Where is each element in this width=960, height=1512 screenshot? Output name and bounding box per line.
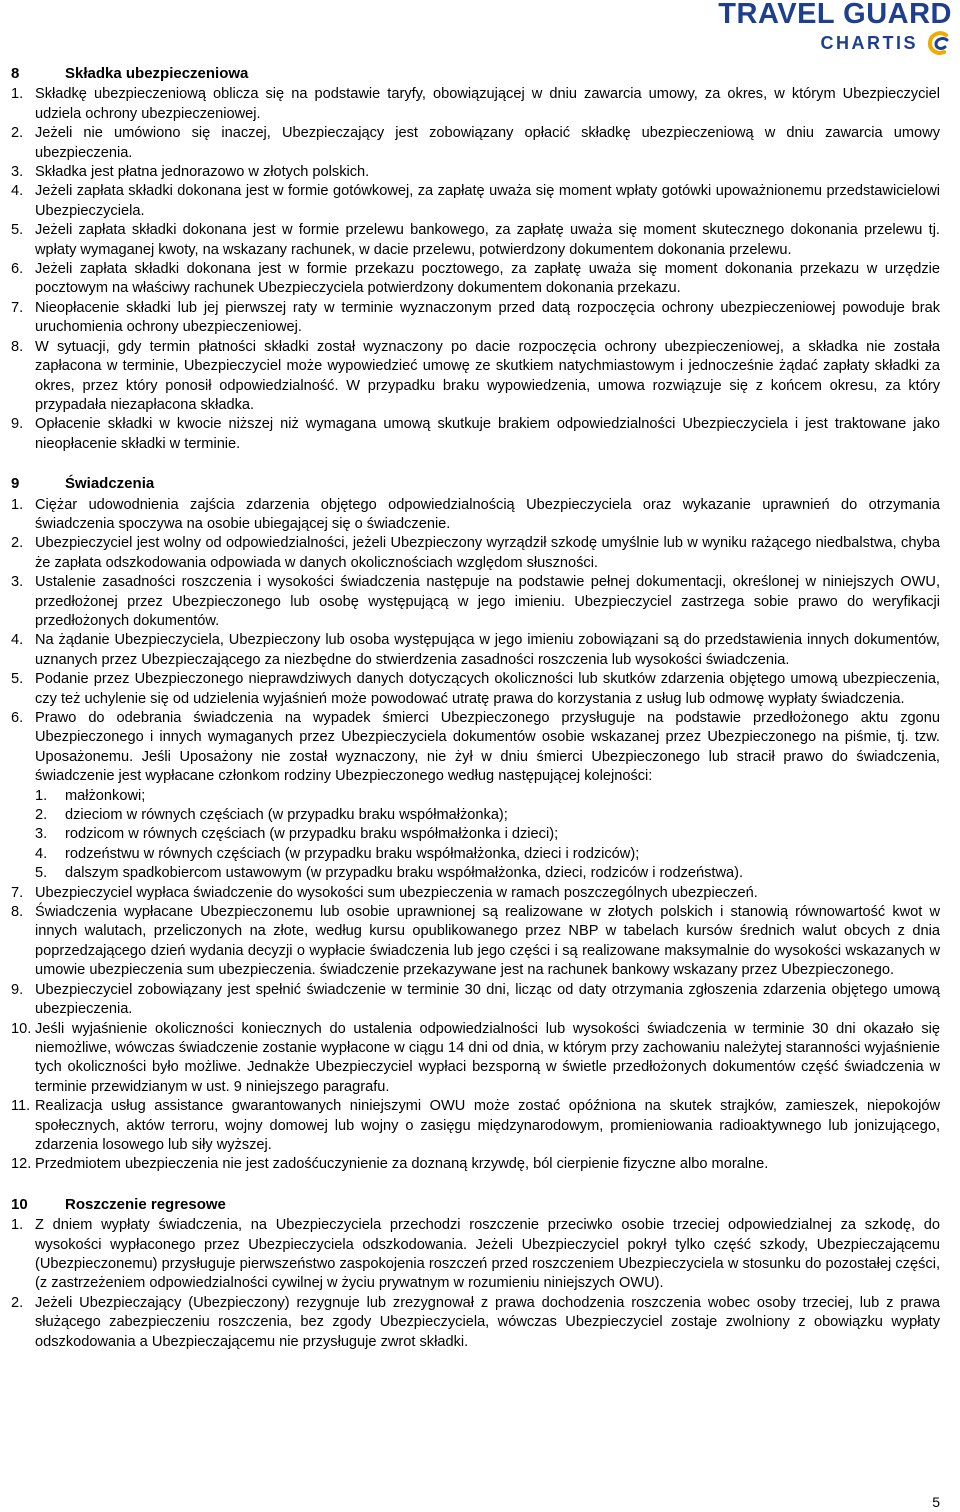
section-gap [11,1175,940,1195]
item-text: Świadczenia wypłacane Ubezpieczonemu lub osobie uprawnionej są realizowane w złotych polskich i stanowią równowartość kwot w innych walutach, przeliczonych na złote, według kursu opublikowanego przez NBP w tabelach kursów średnich walut obcych z dnia poprzedzającego dzień wydania decyzji o wypłacie świadczenia lub jego części i są realizowane maksymalnie do wysokości wskazanych w umowie ubezpieczenia sum ubezpieczenia. świadczenie przekazywane jest na rachunek bankowy wskazany przez Ubezpieczonego. [35,904,940,979]
item-text: Jeżeli zapłata składki dokonana jest w formie przekazu pocztowego, za zapłatę uważa się moment dokonania przekazu w urzędzie pocztowym na właściwy rachunek Ubezpieczyciela potwierdzony dokumentem dokonania przekazu. [35,261,940,297]
list-item [11,884,940,903]
section-number: 10 [11,1195,28,1213]
sub-list-item [35,845,940,864]
item-body [35,709,940,884]
item-number: 2. [11,1294,24,1311]
item-text: Podanie przez Ubezpieczonego nieprawdziwych danych dotyczących okoliczności lub skutków zdarzenia objętego umową ubezpieczenia, czy też uchylenie się od udzielenia wyjaśnień może powodować utratę prawa do korzystania z usług lub odmowę wypłaty świadczenia. [35,671,940,707]
section-number: 9 [11,475,20,493]
sub-item-text: rodzicom w równych częściach (w przypadku braku współmałżonka i dzieci); [65,826,559,843]
item-number: 6. [11,261,24,278]
list-item [11,182,940,221]
travel-guard-logo [684,0,954,58]
section [11,64,940,454]
section-title: Składka ubezpieczeniowa [65,65,249,82]
sub-item-number: 3. [35,826,48,843]
item-number: 1. [11,1217,24,1234]
page-number: 5 [932,1494,940,1510]
item-number: 11. [11,1098,31,1115]
sub-item-text: dzieciom w równych częściach (w przypadku braku współmałżonka); [65,807,508,824]
section-number: 8 [11,65,20,82]
item-number: 10. [11,1020,32,1037]
item-number: 8. [11,904,24,921]
list-item [11,260,940,299]
item-body [35,1294,940,1352]
list-item [11,1294,940,1352]
item-body [35,1097,940,1155]
list-item [11,534,940,573]
logo-subtitle: CHARTIS [820,33,918,53]
list-item [11,163,940,182]
sub-item-number: 2. [35,807,48,824]
item-body [35,573,940,631]
list-item [11,415,940,454]
sub-list-item [35,806,940,825]
item-text: Realizacja usług assistance gwarantowanych niniejszymi OWU może zostać opóźniona na skutek strajków, zamieszek, niepokojów społecznych, aktów terroru, wojny domowej lub wojny o zasięgu międzynarodowym, promieniowania radioaktywnego lub jonizującego, zdarzenia losowego lub siły wyższej. [35,1098,940,1153]
list-item [11,903,940,981]
item-text: Ubezpieczyciel jest wolny od odpowiedzialności, jeżeli Ubezpieczony wyrządził szkodę umyślnie lub w wyniku rażącego niedbalstwa, chyba że zapłata odszkodowania odpowiada w danych okolicznościach względom słuszności. [35,535,940,571]
item-text: Jeżeli nie umówiono się inaczej, Ubezpieczający jest zobowiązany opłacić składkę ubezpieczeniową w dniu zawarcia umowy ubezpieczenia. [35,125,940,161]
item-body [35,85,940,124]
list-item [11,1020,940,1098]
list-item [11,670,940,709]
sub-item-number: 1. [35,787,48,804]
item-text: Prawo do odebrania świadczenia na wypadek śmierci Ubezpieczonego przysługuje na podstawie przedłożonego aktu zgonu Ubezpieczonego i innych wymaganych przez Ubezpieczyciela dokumentów osobie wskazanej przez Ubezpieczonego na piśmie, tj. tzw. Uposażonemu. Jeśli Uposażony nie został wyznaczony, nie żył w dniu śmierci Ubezpieczonego lub stracił prawo do świadczenia, świadczenie jest wypłacane członkom rodziny Ubezpieczonego według następującej kolejności: [35,710,940,785]
item-text: Na żądanie Ubezpieczyciela, Ubezpieczony lub osoba występująca w jego imieniu zobowiązani są do przedstawienia innych dokumentów, uznanych przez Ubezpieczającego za niezbędne do stwierdzenia zasadności roszczenia lub wysokości świadczenia. [35,632,940,668]
list-item [11,981,940,1020]
item-number: 5. [11,671,24,688]
item-text: Nieopłacenie składki lub jej pierwszej raty w terminie wyznaczonym przed datą rozpoczęcia ochrony ubezpieczeniowej powoduje brak uruchomienia ochrony ubezpieczeniowej. [35,299,940,336]
list-item [11,338,940,416]
section-title: Roszczenie regresowe [65,1195,226,1213]
item-text: Jeżeli Ubezpieczający (Ubezpieczony) rezygnuje lub zrezygnował z prawa dochodzenia roszczenia wobec osoby trzeciej, lub z prawa służącego zabezpieczeniu roszczenia, bez zgody Ubezpieczyciela, wówczas Ubezpieczyciel zostaje zwolniony z obowiązku wypłaty odszkodowania a Ubezpieczającemu nie przysługuje zwrot składki. [35,1294,940,1350]
chartis-swirl-icon [926,30,952,56]
sub-list-item [35,787,940,806]
item-body [35,163,940,182]
section [11,1195,940,1352]
item-number: 7. [11,884,24,901]
section-heading [11,64,940,83]
item-body [35,182,940,221]
item-number: 6. [11,710,24,726]
item-text: Jeżeli zapłata składki dokonana jest w formie przelewu bankowego, za zapłatę uważa się moment skutecznego dokonania przelewu tj. wpłaty wymaganej kwoty, na wskazany rachunek, w dacie przelewu, potwierdzony dokumentem dokonania przelewu. [35,222,940,258]
list-item [11,85,940,124]
item-text: Ubezpieczyciel zobowiązany jest spełnić świadczenie w terminie 30 dni, licząc od daty otrzymania zgłoszenia zdarzenia objętego umową ubezpieczenia. [35,981,940,1018]
item-number: 1. [11,86,24,103]
sub-item-number: 5. [35,865,48,882]
item-text: Jeżeli zapłata składki dokonana jest w formie gotówkowej, za zapłatę uważa się moment wpłaty gotówki upoważnionemu przedstawicielowi Ubezpieczyciela. [35,183,940,219]
section [11,474,940,1175]
item-body [35,124,940,163]
sub-item-text: małżonkowi; [65,787,146,804]
list-item [11,124,940,163]
document-body [11,64,940,1352]
item-number: 8. [11,338,24,355]
item-number: 2. [11,535,24,552]
sub-item-text: dalszym spadkobiercom ustawowym (w przypadku braku współmałżonka, dzieci, rodziców i rodzeństwa). [65,865,744,882]
item-body [35,1020,940,1098]
section-title: Świadczenia [65,475,155,493]
item-number: 1. [11,496,24,513]
item-number: 3. [11,164,24,181]
item-body [35,670,940,709]
item-body [35,496,940,535]
list-item [11,221,940,260]
item-number: 7. [11,299,24,316]
item-text: Jeśli wyjaśnienie okoliczności koniecznych do ustalenia odpowiedzialności lub wysokości świadczenia w terminie 30 dni okazało się niemożliwe, wówczas świadczenie zostanie wypłacone w ciągu 14 dni od dnia, w którym przy zachowaniu należytej staranności wyjaśnienie tych okoliczności było możliwe. Jednakże Ubezpieczyciel wypłaci bezsporną w świetle przedłożonych dokumentów część świadczenia w terminie przewidzianym w ust. 9 niniejszego paragrafu. [35,1020,940,1095]
item-text: W sytuacji, gdy termin płatności składki został wyznaczony po dacie rozpoczęcia ochrony ubezpieczeniowej, a składka nie została zapłacona w terminie, Ubezpieczyciel może wypowiedzieć umowę ze skutkiem natychmiastowym i jednocześnie żądać zapłaty składki za okres, przez który ponosił odpowiedzialność. W przypadku braku wypowiedzenia, umowa rozwiązuje się z końcem okresu, za który przypadała niezapłacona składka. [35,338,940,413]
item-body [35,415,940,454]
item-body [35,260,940,299]
item-text: Z dniem wypłaty świadczenia, na Ubezpieczyciela przechodzi roszczenie przeciwko osobie trzeciej odpowiedzialnej za szkodę, do wysokości wypłaconego przez Ubezpieczyciela odszkodowania. Jeżeli Ubezpieczyciel pokrył tylko część szkody, Ubezpieczającemu (Ubezpieczonemu) przysługuje pierwszeństwo zaspokojenia roszczeń przed roszczeniem Ubezpieczyciela w stosunku do pozostałej części, (z zastrzeżeniem odpowiedzialności cywilnej w życiu prywatnym w rozumieniu niniejszych OWU). [35,1217,940,1292]
list-item [11,709,940,884]
item-number: 5. [11,222,24,239]
item-body [35,903,940,981]
item-number: 9. [11,981,24,998]
item-number: 4. [11,183,24,200]
item-text: Składkę ubezpieczeniową oblicza się na podstawie taryfy, obowiązującej w dniu zawarcia umowy, za okres, w którym Ubezpieczyciel udziela ochrony ubezpieczeniowej. [35,86,940,122]
item-body [35,631,940,670]
item-number: 4. [11,632,24,649]
logo-title: TRAVEL GUARD [718,0,952,30]
item-text: Przedmiotem ubezpieczenia nie jest zadośćuczynienie za doznaną krzywdę, ból cierpienie fizyczne albo moralne. [35,1156,769,1173]
sub-list-item [35,864,940,883]
item-text: Ciężar udowodnienia zajścia zdarzenia objętego odpowiedzialnością Ubezpieczyciela oraz wykazanie uprawnień do otrzymania świadczenia spoczywa na osobie ubiegającej się o świadczenie. [35,496,940,532]
sub-list-item [35,825,940,844]
item-body [35,338,940,416]
list-item [11,1216,940,1294]
sub-item-text: rodzeństwu w równych częściach (w przypadku braku współmałżonka, dzieci i rodziców); [65,845,640,862]
list-item [11,1097,940,1155]
item-text: Ustalenie zasadności roszczenia i wysokości świadczenia następuje na podstawie pełnej dokumentacji, określonej w niniejszych OWU, przedłożonej przez Ubezpieczonego lub osobę występującą w jego imieniu. Ubezpieczyciel zastrzega sobie prawo do weryfikacji przedłożonych dokumentów. [35,574,940,629]
item-number: 2. [11,125,24,142]
list-item [11,631,940,670]
item-number: 9. [11,416,24,433]
list-item [11,496,940,535]
item-number: 3. [11,574,24,591]
list-item [11,573,940,631]
item-body [35,884,940,903]
list-item [11,1155,940,1174]
sub-list [35,787,940,884]
section-heading [11,474,940,493]
list-item [11,299,940,338]
item-body [35,1155,940,1174]
item-text: Opłacenie składki w kwocie niższej niż wymagana umową skutkuje brakiem odpowiedzialności Ubezpieczyciela i jest traktowane jako nieopłacenie składki w terminie. [35,416,940,452]
item-body [35,981,940,1020]
sub-item-number: 4. [35,845,48,862]
item-number: 12. [11,1156,32,1173]
section-heading [11,1195,940,1214]
item-text: Składka jest płatna jednorazowo w złotych polskich. [35,164,370,181]
item-body [35,534,940,573]
section-gap [11,454,940,474]
item-body [35,1216,940,1294]
item-body [35,221,940,260]
item-body [35,299,940,338]
item-text: Ubezpieczyciel wypłaca świadczenie do wysokości sum ubezpieczenia w ramach poszczególnych ubezpieczeń. [35,884,758,901]
